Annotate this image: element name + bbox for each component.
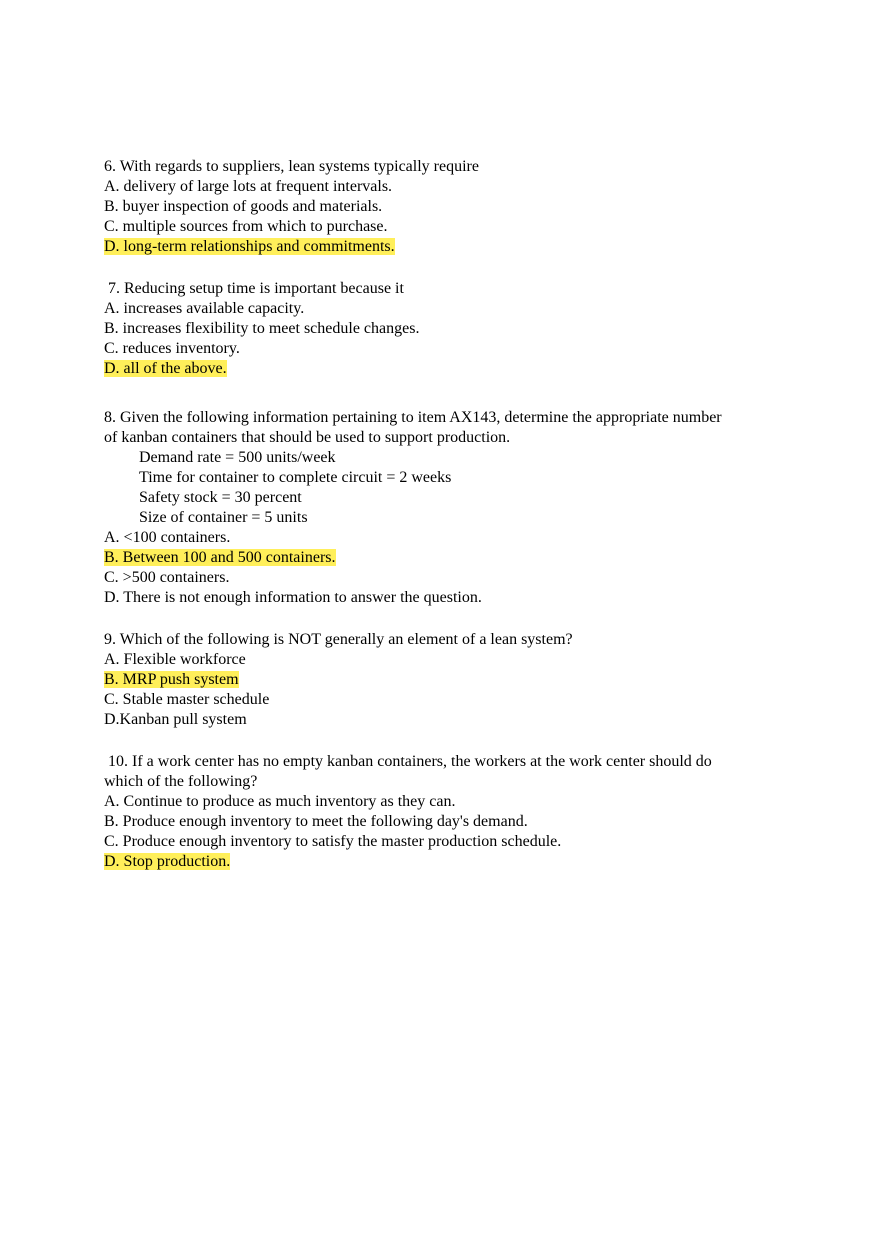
answer-option-a — [104, 528, 804, 548]
answer-option-a — [104, 650, 804, 670]
answer-option-c — [104, 339, 804, 359]
option-text: B. Produce enough inventory to meet the following day's demand. — [104, 813, 528, 830]
option-text: B. buyer inspection of goods and materials. — [104, 198, 383, 215]
answer-option-d — [104, 588, 804, 608]
answer-option-b — [104, 812, 804, 832]
info-safety-stock: Safety stock = 30 percent — [139, 489, 302, 506]
question-stem: 8. Given the following information pertaining to item AX143, determine the appropriate number — [104, 409, 722, 426]
info-container-size: Size of container = 5 units — [139, 509, 308, 526]
option-text: C. Stable master schedule — [104, 691, 270, 708]
answer-option-c — [104, 832, 804, 852]
option-text: C. reduces inventory. — [104, 340, 240, 357]
highlighted-answer: D. Stop production. — [104, 853, 231, 870]
question-stem-continued: which of the following? — [104, 773, 258, 790]
answer-option-b — [104, 670, 804, 690]
answer-option-d — [104, 710, 804, 730]
answer-option-d — [104, 359, 804, 379]
answer-option-c — [104, 690, 804, 710]
answer-option-b — [104, 319, 804, 339]
option-text: A. Continue to produce as much inventory as they can. — [104, 793, 456, 810]
option-text: D.Kanban pull system — [104, 711, 247, 728]
stem-text: 7. Reducing setup time is important because it — [108, 280, 404, 297]
question-stem: 9. Which of the following is NOT generally an element of a lean system? — [104, 631, 573, 648]
highlighted-answer: D. all of the above. — [104, 360, 227, 377]
option-text: C. >500 containers. — [104, 569, 230, 586]
answer-option-d — [104, 852, 804, 872]
question-6 — [104, 157, 804, 257]
question-stem — [104, 279, 804, 299]
answer-option-b — [104, 548, 804, 568]
answer-option-a — [104, 299, 804, 319]
option-text: A. increases available capacity. — [104, 300, 305, 317]
info-demand-rate: Demand rate = 500 units/week — [139, 449, 336, 466]
question-10 — [104, 752, 804, 872]
question-7 — [104, 279, 804, 379]
question-stem: 6. With regards to suppliers, lean systems typically require — [104, 158, 479, 175]
question-stem-continued: of kanban containers that should be used to support production. — [104, 429, 511, 446]
answer-option-a — [104, 792, 804, 812]
highlighted-answer: D. long-term relationships and commitments. — [104, 238, 395, 255]
answer-option-a — [104, 177, 804, 197]
info-circuit-time: Time for container to complete circuit = 2 weeks — [139, 469, 452, 486]
answer-option-c — [104, 568, 804, 588]
answer-option-c — [104, 217, 804, 237]
option-text: C. multiple sources from which to purchase. — [104, 218, 388, 235]
option-text: B. increases flexibility to meet schedule changes. — [104, 320, 420, 337]
option-text: C. Produce enough inventory to satisfy the master production schedule. — [104, 833, 562, 850]
answer-option-b — [104, 197, 804, 217]
highlighted-answer: B. Between 100 and 500 containers. — [104, 549, 336, 566]
option-text: A. delivery of large lots at frequent intervals. — [104, 178, 393, 195]
question-9 — [104, 630, 804, 730]
option-text: A. <100 containers. — [104, 529, 231, 546]
answer-option-d — [104, 237, 804, 257]
option-text: A. Flexible workforce — [104, 651, 246, 668]
question-stem — [104, 752, 804, 772]
option-text: D. There is not enough information to answer the question. — [104, 589, 482, 606]
stem-text: 10. If a work center has no empty kanban containers, the workers at the work center should do — [108, 753, 712, 770]
highlighted-answer: B. MRP push system — [104, 671, 239, 688]
question-8 — [104, 408, 804, 608]
